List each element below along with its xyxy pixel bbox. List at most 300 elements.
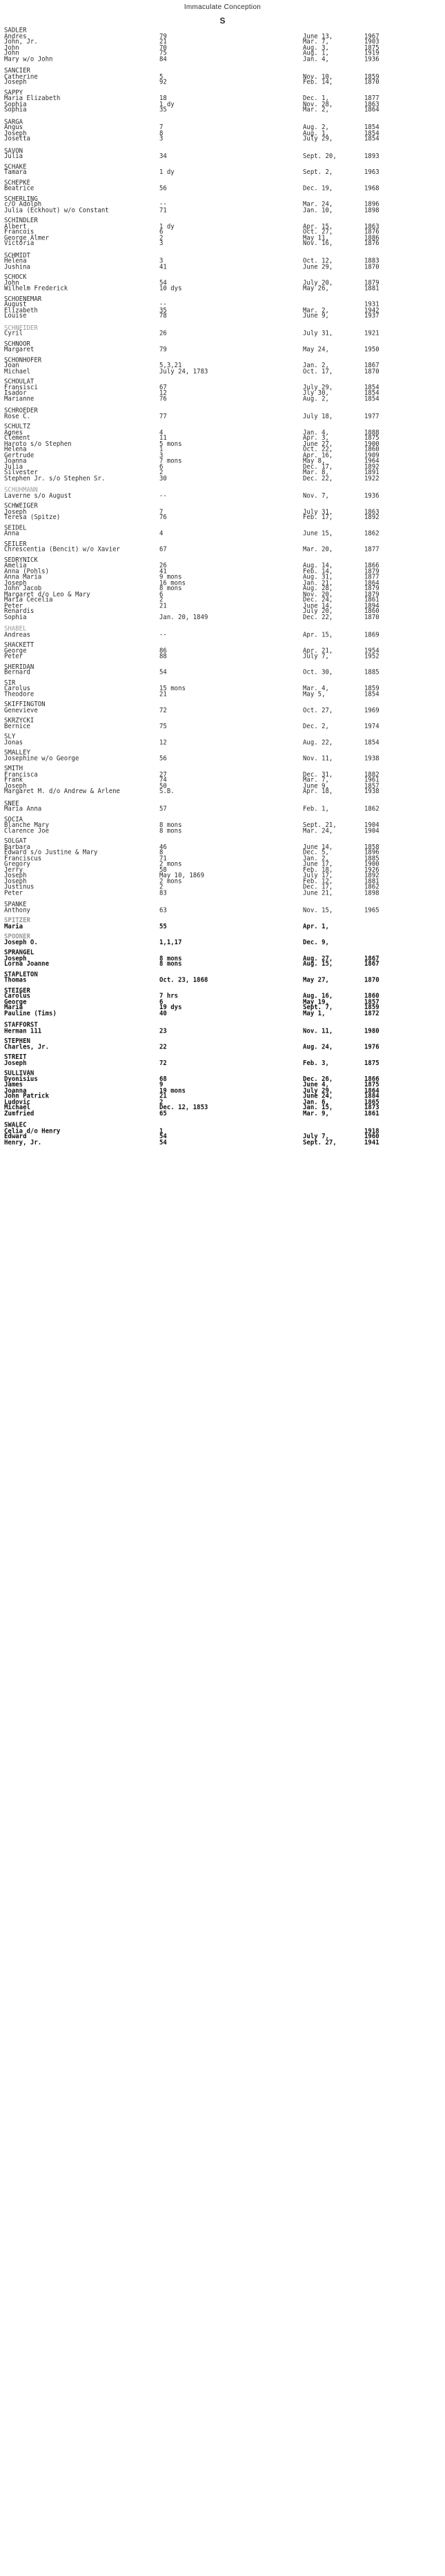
family-surname: STEPHEN (4, 1037, 30, 1046)
family-block (4, 504, 439, 521)
age-value: 6 (159, 462, 164, 471)
family-block (4, 902, 439, 914)
person-name: Beatrice (4, 184, 34, 193)
person-name: Dyonisius (4, 1075, 38, 1083)
age-value: 5 (159, 72, 164, 81)
family-block (4, 1123, 439, 1146)
death-year: 1876 (364, 228, 379, 236)
family-block (4, 253, 439, 271)
family-surname: SCHINDLER (4, 217, 38, 225)
person-name: Pauline (Tims) (4, 1009, 57, 1017)
person-name: Joanna (4, 1086, 27, 1095)
record-row (4, 137, 439, 142)
death-year: 1884 (364, 1092, 379, 1100)
family-surname: SEDRYNICK (4, 556, 38, 564)
person-name: Anna (Pohls) (4, 567, 50, 576)
age-value: 54 (159, 668, 167, 676)
person-name: Carolus (4, 992, 30, 1000)
person-name: Joseph (4, 508, 27, 516)
death-date: June 14, (303, 843, 333, 851)
age-value: 4 (159, 529, 164, 538)
death-year: 1891 (364, 469, 379, 477)
person-name: Agnes (4, 429, 23, 437)
section-letter: S (219, 16, 226, 26)
age-value: May 10, 1869 (159, 872, 205, 880)
family-surname: SHABEL (4, 625, 27, 633)
family-block (4, 643, 439, 660)
family-block (4, 380, 439, 402)
person-name: George Almer (4, 234, 50, 242)
person-name: Helena (4, 445, 27, 454)
death-year: 1926 (364, 866, 379, 874)
death-date: Jan. 6, (303, 1098, 329, 1106)
death-date: May 19, (303, 998, 329, 1006)
age-value: 30 (159, 474, 167, 482)
age-value: 21 (159, 690, 167, 699)
family-block (4, 1055, 439, 1067)
age-value: 65 (159, 1109, 167, 1118)
family-surname: SCHULTZ (4, 422, 30, 431)
death-year: 1969 (364, 706, 379, 714)
age-value: 23 (159, 1027, 167, 1035)
death-date: Mar. 24, (303, 200, 333, 209)
age-value: 12 (159, 739, 167, 747)
death-year: 1854 (364, 395, 379, 403)
family-block (4, 297, 439, 320)
death-date: Mar. 20, (303, 545, 333, 554)
record-row (4, 264, 439, 270)
family-block (4, 558, 439, 621)
death-year: 1976 (364, 1043, 379, 1051)
age-value: 1 dy (159, 168, 175, 177)
family-block (4, 342, 439, 353)
age-value: 16 mons (159, 578, 186, 587)
person-name: Sophia (4, 100, 27, 108)
record-row (4, 347, 439, 353)
death-year: 1867 (364, 955, 379, 963)
death-date: Feb. 14, (303, 567, 333, 576)
family-block (4, 950, 439, 968)
record-row (4, 807, 439, 812)
death-date: Aug. 3, (303, 43, 329, 52)
age-value: 46 (159, 843, 167, 851)
person-name: Ludovic (4, 1098, 30, 1106)
person-name: Andres (4, 32, 27, 41)
death-date: Nov. 11, (303, 754, 333, 763)
family-block (4, 716, 439, 730)
age-value: 5,3,21 (159, 362, 182, 370)
death-year: 1888 (364, 429, 379, 437)
death-year: 1919 (364, 49, 379, 58)
age-value: 63 (159, 906, 167, 915)
family-block (4, 1071, 439, 1117)
death-year: 1909 (364, 451, 379, 460)
record-row (4, 1061, 439, 1066)
age-value: 77 (159, 412, 167, 420)
person-name: Josephine w/o George (4, 754, 79, 763)
person-name: Margaret M. d/o Andrew & Arlene (4, 788, 120, 796)
death-year: 1875 (364, 434, 379, 442)
death-date: Feb. 18, (303, 866, 333, 874)
family-surname: SADLER (4, 26, 27, 35)
family-block (4, 970, 439, 984)
age-value: 1 (159, 1127, 164, 1135)
death-year: 1854 (364, 124, 379, 132)
family-surname: SARGA (4, 117, 23, 126)
person-name: Julia (4, 462, 23, 471)
age-value: -- (159, 300, 167, 309)
person-name: Sophia (4, 613, 27, 621)
person-name: Stephen Jr. s/o Stephen Sr. (4, 474, 106, 482)
record-row (4, 754, 439, 763)
person-name: Joseph (4, 877, 27, 886)
burial-records (4, 28, 439, 1152)
family-block (4, 988, 439, 1017)
death-date: Nov. 7, (303, 491, 329, 500)
record-row (4, 890, 439, 896)
family-surname: SCHERLING (4, 195, 38, 203)
death-year: 1883 (364, 257, 379, 265)
death-date: July 29, (303, 1086, 333, 1095)
death-year: 1854 (364, 383, 379, 391)
age-value: 76 (159, 395, 167, 403)
age-value: 88 (159, 652, 167, 661)
death-date: Mar. 4, (303, 685, 329, 693)
record-row (4, 1111, 439, 1117)
family-block (4, 358, 439, 375)
family-block (4, 919, 439, 930)
death-year: 1974 (364, 722, 379, 730)
death-date: Aug. 24, (303, 1043, 333, 1051)
person-name: Wilhelm Frederick (4, 284, 68, 293)
age-value: 6 (159, 590, 164, 598)
death-year: 1873 (364, 1104, 379, 1112)
family-surname: SCHOCK (4, 273, 27, 282)
death-year: 1937 (364, 312, 379, 320)
age-value: 2 (159, 1098, 164, 1106)
age-value: 8 mons (159, 827, 182, 835)
age-value: 58 (159, 866, 167, 874)
age-value: 8 mons (159, 960, 182, 968)
age-value: 12 (159, 389, 167, 398)
person-name: Joseph (4, 955, 27, 963)
record-row (4, 1028, 439, 1034)
person-name: John (4, 279, 19, 287)
person-name: Gregory (4, 860, 30, 868)
death-date: July 29, (303, 383, 333, 391)
age-value: 3 (159, 135, 164, 143)
death-year: 1892 (364, 514, 379, 522)
age-value: 7 (159, 508, 164, 516)
death-year: 1857 (364, 782, 379, 790)
age-value: 1 dy (159, 100, 175, 108)
death-date: Apr. 3, (303, 434, 329, 442)
person-name: Teresa (Spitze) (4, 514, 61, 522)
person-name: Mary w/o John (4, 55, 53, 64)
age-value: 92 (159, 78, 167, 87)
death-year: 1938 (364, 754, 379, 763)
family-block (4, 750, 439, 762)
family-surname: SPRANGEL (4, 948, 34, 957)
person-name: James (4, 1081, 23, 1089)
death-year: 1861 (364, 596, 379, 604)
family-block (4, 734, 439, 746)
family-surname: SOLGAT (4, 837, 27, 846)
record-row (4, 940, 439, 946)
death-date: May 26, (303, 284, 329, 293)
person-name: Anthony (4, 906, 30, 915)
family-surname: SCHNOOR (4, 340, 30, 348)
age-value: 3 (159, 451, 164, 460)
death-date: July 31, (303, 508, 333, 516)
family-surname: SLY (4, 732, 16, 741)
death-year: 1964 (364, 457, 379, 465)
death-date: June 14, (303, 602, 333, 610)
death-year: 1859 (364, 72, 379, 81)
person-name: Jonas (4, 739, 23, 747)
person-name: John (4, 43, 19, 52)
death-date: Aug. 31, (303, 573, 333, 581)
death-date: Dec. 24, (303, 596, 333, 604)
death-date: June 4, (303, 1081, 329, 1089)
death-date: Nov. 11, (303, 1027, 333, 1035)
death-year: 1904 (364, 827, 379, 835)
family-surname: SNEE (4, 799, 19, 808)
death-year: 1864 (364, 1086, 379, 1095)
person-name: Thomas (4, 976, 27, 984)
death-date: Feb. 1, (303, 805, 329, 813)
person-name: Catherine (4, 72, 38, 81)
age-value: 3 (159, 257, 164, 265)
death-date: Sept. 7, (303, 1004, 333, 1012)
record-row (4, 1011, 439, 1017)
death-year: 1960 (364, 1133, 379, 1141)
family-surname: SMITH (4, 765, 23, 773)
death-date: June 15, (303, 529, 333, 538)
family-surname: SPANKE (4, 901, 27, 909)
family-surname: SHERIDAN (4, 663, 34, 671)
death-date: May 27, (303, 976, 329, 984)
age-value: 54 (159, 279, 167, 287)
record-row (4, 615, 439, 621)
age-value: 41 (159, 263, 167, 271)
death-date: July 29, (303, 135, 333, 143)
family-surname: SCHUHMANN (4, 486, 38, 494)
age-value: 67 (159, 383, 167, 391)
person-name: Clement (4, 434, 30, 442)
family-surname: STEIGER (4, 986, 30, 995)
age-value: Dec. 12, 1853 (159, 1104, 208, 1112)
family-block (4, 148, 439, 160)
death-year: 1863 (364, 508, 379, 516)
page-title: Immaculate Conception (184, 3, 261, 11)
record-row (4, 692, 439, 698)
age-value: 1 (159, 445, 164, 454)
death-year: 1870 (364, 367, 379, 375)
record-row (4, 908, 439, 914)
death-date: May 1, (303, 1009, 326, 1017)
age-value: 79 (159, 346, 167, 354)
age-value: 2 (159, 469, 164, 477)
family-surname: SCHONHOFER (4, 356, 42, 364)
person-name: Maria (4, 1004, 23, 1012)
record-row (4, 924, 439, 930)
age-value: 27 (159, 770, 167, 779)
age-value: 67 (159, 545, 167, 554)
death-year: 1892 (364, 462, 379, 471)
family-surname: SCHROEDER (4, 407, 38, 415)
death-date: June 9, (303, 782, 329, 790)
person-name: c/O Adolph (4, 200, 42, 209)
person-name: Barbara (4, 843, 30, 851)
family-block (4, 767, 439, 795)
person-name: Elizabeth (4, 306, 38, 315)
death-date: Aug. 27, (303, 955, 333, 963)
family-block (4, 1039, 439, 1051)
death-date: July 17, (303, 872, 333, 880)
death-year: 1903 (364, 38, 379, 46)
person-name: Isador (4, 389, 27, 398)
age-value: 5 mons (159, 440, 182, 448)
death-year: 1965 (364, 906, 379, 915)
record-row (4, 331, 439, 337)
person-name: Jushina (4, 263, 30, 271)
family-surname: SCHWEIGER (4, 502, 38, 510)
death-date: June 13, (303, 32, 333, 41)
death-date: Aug. 16, (303, 992, 333, 1000)
person-name: Charles, Jr. (4, 1043, 50, 1051)
age-value: Jan. 20, 1849 (159, 613, 208, 621)
person-name: Joseph (4, 1059, 27, 1067)
person-name: John Patrick (4, 1092, 50, 1100)
family-surname: SEIDEL (4, 524, 27, 532)
death-date: Feb. 3, (303, 1059, 329, 1067)
age-value: 74 (159, 776, 167, 784)
death-year: 1854 (364, 389, 379, 398)
person-name: Edward s/o Justine & Mary (4, 848, 98, 857)
family-block (4, 422, 439, 482)
record-row (4, 414, 439, 420)
record-row (4, 369, 439, 375)
death-date: Oct. 27, (303, 706, 333, 714)
age-value: 2 (159, 596, 164, 604)
death-date: May 11, (303, 234, 329, 242)
age-value: 54 (159, 1138, 167, 1146)
age-value: 6 (159, 228, 164, 236)
family-surname: SIR (4, 679, 16, 687)
death-year: 1875 (364, 43, 379, 52)
death-date: Dec. 17, (303, 883, 333, 891)
death-date: Jan. 10, (303, 206, 333, 215)
death-year: 1877 (364, 95, 379, 103)
age-value: 3 (159, 240, 164, 248)
family-surname: SAVON (4, 146, 23, 155)
death-date: June 9, (303, 312, 329, 320)
age-value: 75 (159, 722, 167, 730)
family-block (4, 409, 439, 420)
person-name: Anna (4, 529, 19, 538)
death-date: Oct. 17, (303, 367, 333, 375)
person-name: Michael (4, 1104, 30, 1112)
age-value: 76 (159, 514, 167, 522)
death-date: Dec. 31, (303, 770, 333, 779)
death-year: 1854 (364, 739, 379, 747)
age-value: 8 (159, 848, 164, 857)
age-value: 9 (159, 1081, 164, 1089)
death-date: July 31, (303, 329, 333, 338)
family-block (4, 181, 439, 193)
death-year: 1881 (364, 877, 379, 886)
record-row (4, 80, 439, 86)
age-value: 7 mons (159, 457, 182, 465)
person-name: Fransisci (4, 383, 38, 391)
death-year: 1961 (364, 776, 379, 784)
death-date: Dec. 2, (303, 722, 329, 730)
death-date: June 21, (303, 889, 333, 897)
death-year: 1892 (364, 872, 379, 880)
family-block (4, 90, 439, 113)
family-block (4, 817, 439, 835)
age-value: 9 mons (159, 573, 182, 581)
death-date: Feb. 14, (303, 78, 333, 87)
death-date: Feb. 12, (303, 877, 333, 886)
death-year: 1875 (364, 1081, 379, 1089)
death-year: 1857 (364, 998, 379, 1006)
death-date: Mar. 24, (303, 827, 333, 835)
person-name: Joseph (4, 78, 27, 87)
age-value: 21 (159, 1092, 167, 1100)
family-block (4, 326, 439, 338)
death-year: 1896 (364, 848, 379, 857)
death-date: June 29, (303, 263, 333, 271)
age-value: -- (159, 491, 167, 500)
family-surname: STAPLETON (4, 970, 38, 979)
age-value: 84 (159, 55, 167, 64)
death-date: Jly 30, (303, 389, 329, 398)
family-block (4, 935, 439, 946)
death-year: 1870 (364, 263, 379, 271)
age-value: 40 (159, 1009, 167, 1017)
person-name: Theodore (4, 690, 34, 699)
record-row (4, 654, 439, 660)
record-row (4, 790, 439, 795)
death-year: 1954 (364, 647, 379, 655)
age-value: 50 (159, 782, 167, 790)
person-name: Bernard (4, 668, 30, 676)
death-year: 1893 (364, 153, 379, 161)
person-name: Helena (4, 257, 27, 265)
family-block (4, 703, 439, 714)
record-row (4, 242, 439, 247)
person-name: Bernice (4, 722, 30, 730)
person-name: Silvester (4, 469, 38, 477)
person-name: George (4, 647, 27, 655)
record-row (4, 978, 439, 984)
death-year: 1950 (364, 346, 379, 354)
death-year: 1936 (364, 55, 379, 64)
death-year: 1861 (364, 1109, 379, 1118)
family-block (4, 28, 439, 63)
death-date: Dec. 1, (303, 95, 329, 103)
family-surname: SKIFFINGTON (4, 701, 46, 709)
death-year: 1870 (364, 976, 379, 984)
person-name: Chrescentia (Bencit) w/o Xavier (4, 545, 120, 554)
person-name: Zumfried (4, 1109, 34, 1118)
death-year: 1859 (364, 685, 379, 693)
death-date: Nov. 16, (303, 240, 333, 248)
death-year: 1866 (364, 562, 379, 570)
age-value: 72 (159, 706, 167, 714)
